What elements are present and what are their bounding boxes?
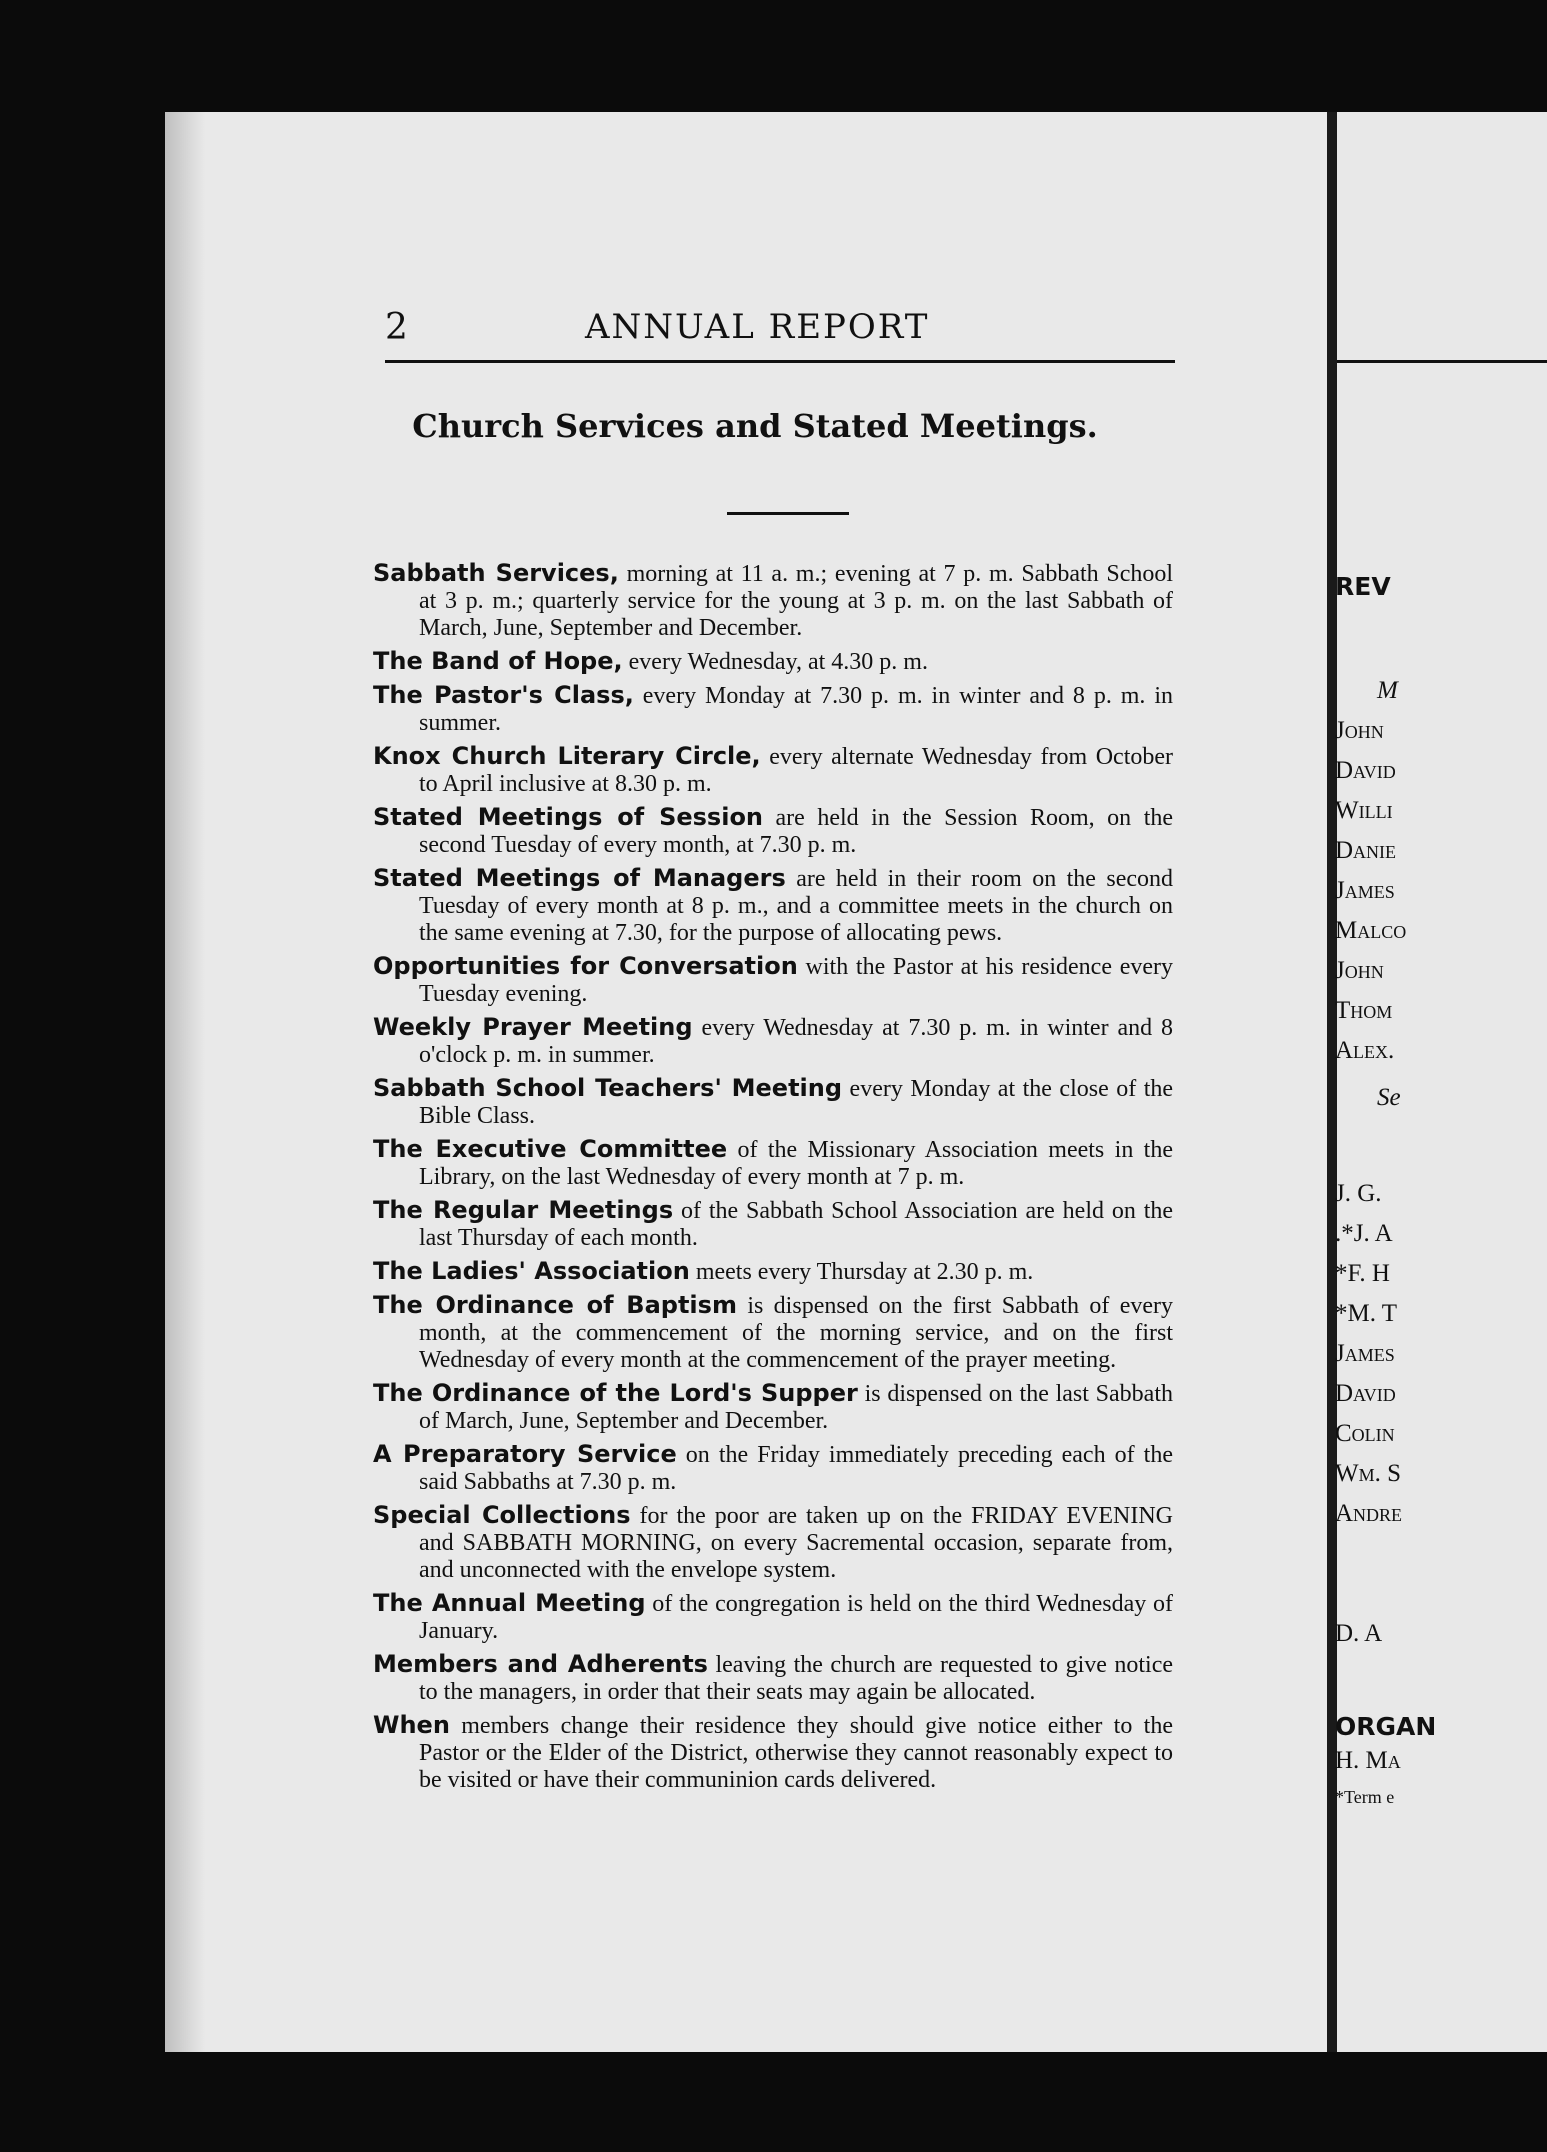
entry bbox=[373, 1136, 1173, 1191]
entry bbox=[373, 865, 1173, 947]
entry-lead: Sabbath School Teachers' Meeting bbox=[373, 1074, 843, 1102]
entry-body: is dispensed on the last Sabbath of March, June, September and December. bbox=[419, 1381, 1174, 1434]
entry bbox=[373, 560, 1173, 642]
running-head: ANNUAL REPORT bbox=[585, 307, 930, 347]
entry-body: are held in their room on the second Tuesday of every month at 8 p. m., and a committee meets in the church on the same evening at 7.30, for the purpose of allocating pews. bbox=[419, 866, 1174, 946]
facing-page-fragment: Se bbox=[1377, 1084, 1401, 1111]
facing-page-fragment: .*J. A bbox=[1335, 1220, 1393, 1247]
entry bbox=[373, 743, 1173, 798]
entry-body: of the Missionary Association meets in the Library, on the last Wednesday of every month at 7 p. m. bbox=[419, 1137, 1174, 1190]
entry-body: meets every Thursday at 2.30 p. m. bbox=[695, 1259, 1034, 1285]
entry bbox=[373, 1380, 1173, 1435]
facing-page-fragment: H. Ma bbox=[1335, 1747, 1401, 1774]
facing-page-fragment: Danie bbox=[1335, 837, 1397, 864]
entry-lead: Weekly Prayer Meeting bbox=[373, 1013, 693, 1041]
entry bbox=[373, 682, 1173, 737]
facing-page-fragment: David bbox=[1335, 757, 1396, 784]
page-gutter-shadow bbox=[165, 112, 205, 2052]
entry bbox=[373, 953, 1173, 1008]
entry-lead: The Pastor's Class, bbox=[373, 681, 634, 709]
entry-body: is dispensed on the first Sabbath of every month, at the commencement of the morning service, and on the first Wednesday of every month at the commencement of the prayer meeting. bbox=[419, 1293, 1174, 1373]
facing-page-fragment: Malco bbox=[1335, 917, 1407, 944]
facing-page-text bbox=[1337, 112, 1547, 2052]
entry-body: with the Pastor at his residence every Tuesday evening. bbox=[419, 954, 1173, 1007]
facing-page-fragment: Andre bbox=[1335, 1500, 1403, 1527]
entry-lead: Knox Church Literary Circle, bbox=[373, 742, 761, 770]
facing-page-fragment: REV bbox=[1335, 572, 1391, 601]
entry-lead: When bbox=[373, 1711, 450, 1739]
facing-page-fragment: John bbox=[1335, 957, 1384, 984]
entry-body: morning at 11 a. m.; evening at 7 p. m. Sabbath School at 3 p. m.; quarterly service for the young at 3 p. m. on the last Sabbath of March, June, September and December. bbox=[419, 561, 1174, 641]
entry bbox=[373, 1590, 1173, 1645]
entry bbox=[373, 648, 1173, 676]
entry bbox=[373, 1712, 1173, 1794]
entry-lead: The Ordinance of the Lord's Supper bbox=[373, 1379, 858, 1407]
entry-lead: Opportunities for Conversation bbox=[373, 952, 798, 980]
facing-page-fragment: *M. T bbox=[1335, 1300, 1398, 1327]
facing-page-fragment: *F. H bbox=[1335, 1260, 1390, 1287]
facing-page-fragment: Thom bbox=[1335, 997, 1393, 1024]
entry bbox=[373, 1258, 1173, 1286]
entry-body: members change their residence they should give notice either to the Pastor or the Elder of the District, otherwise they cannot reasonably expect to be visited or have their communinion cards delivered. bbox=[419, 1713, 1174, 1793]
entry-body: every Wednesday, at 4.30 p. m. bbox=[628, 649, 928, 675]
entry-lead: Members and Adherents bbox=[373, 1650, 708, 1678]
entry-body: on the Friday immediately preceding each of the said Sabbaths at 7.30 p. m. bbox=[419, 1442, 1173, 1495]
facing-page-fragment: ORGAN bbox=[1335, 1712, 1437, 1741]
facing-page bbox=[1337, 112, 1547, 2052]
entry-lead: The Annual Meeting bbox=[373, 1589, 646, 1617]
entries-list bbox=[373, 560, 1173, 1800]
facing-page-fragment: Willi bbox=[1335, 797, 1393, 824]
header-rule bbox=[385, 360, 1175, 363]
entry-lead: Stated Meetings of Managers bbox=[373, 864, 786, 892]
facing-page-fragment: D. A bbox=[1335, 1620, 1383, 1647]
entry bbox=[373, 1651, 1173, 1706]
entry-body: every Monday at the close of the Bible Class. bbox=[419, 1076, 1174, 1129]
entry-body: for the poor are taken up on the FRIDAY EVENING and SABBATH MORNING, on every Sacremental occasion, separate from, and unconnected with the envelope system. bbox=[419, 1503, 1174, 1583]
facing-page-fragment: *Term e bbox=[1335, 1787, 1395, 1807]
page-number: 2 bbox=[385, 307, 410, 348]
entry-body: leaving the church are requested to give notice to the managers, in order that their seats may again be allocated. bbox=[419, 1652, 1174, 1705]
entry-body: of the Sabbath School Association are held on the last Thursday of each month. bbox=[419, 1198, 1174, 1251]
facing-page-fragment: John bbox=[1335, 717, 1384, 744]
entry-body: every alternate Wednesday from October to April inclusive at 8.30 p. m. bbox=[419, 744, 1173, 797]
page-title: Church Services and Stated Meetings. bbox=[412, 407, 1098, 445]
facing-page-fragment: M bbox=[1377, 677, 1398, 704]
entry bbox=[373, 1502, 1173, 1584]
title-rule bbox=[727, 512, 849, 515]
entry bbox=[373, 1075, 1173, 1130]
entry bbox=[373, 1292, 1173, 1374]
report-page bbox=[165, 112, 1437, 2052]
entry-lead: The Executive Committee bbox=[373, 1135, 728, 1163]
entry bbox=[373, 1441, 1173, 1496]
entry-lead: The Ladies' Association bbox=[373, 1257, 690, 1285]
entry-body: every Wednesday at 7.30 p. m. in winter and 8 o'clock p. m. in summer. bbox=[419, 1015, 1174, 1068]
facing-page-fragment: David bbox=[1335, 1380, 1396, 1407]
facing-page-fragment: James bbox=[1335, 1340, 1395, 1367]
entry-body: every Monday at 7.30 p. m. in winter and 8 p. m. in summer. bbox=[419, 683, 1174, 736]
facing-page-fragment: Wm. S bbox=[1335, 1460, 1402, 1487]
entry-lead: The Ordinance of Baptism bbox=[373, 1291, 737, 1319]
entry-lead: Sabbath Services, bbox=[373, 559, 619, 587]
entry-lead: The Regular Meetings bbox=[373, 1196, 674, 1224]
entry-lead: Special Collections bbox=[373, 1501, 631, 1529]
facing-page-fragment: J. G. bbox=[1335, 1180, 1382, 1207]
entry bbox=[373, 1197, 1173, 1252]
entry bbox=[373, 804, 1173, 859]
entry-body: of the congregation is held on the third Wednesday of January. bbox=[419, 1591, 1173, 1644]
facing-page-fragment: Colin bbox=[1335, 1420, 1395, 1447]
entry-lead: A Preparatory Service bbox=[373, 1440, 677, 1468]
entry-body: are held in the Session Room, on the second Tuesday of every month, at 7.30 p. m. bbox=[419, 805, 1174, 858]
entry-lead: The Band of Hope, bbox=[373, 647, 623, 675]
entry-lead: Stated Meetings of Session bbox=[373, 803, 764, 831]
entry bbox=[373, 1014, 1173, 1069]
facing-page-fragment: James bbox=[1335, 877, 1395, 904]
facing-page-fragment: Alex. bbox=[1335, 1037, 1395, 1064]
